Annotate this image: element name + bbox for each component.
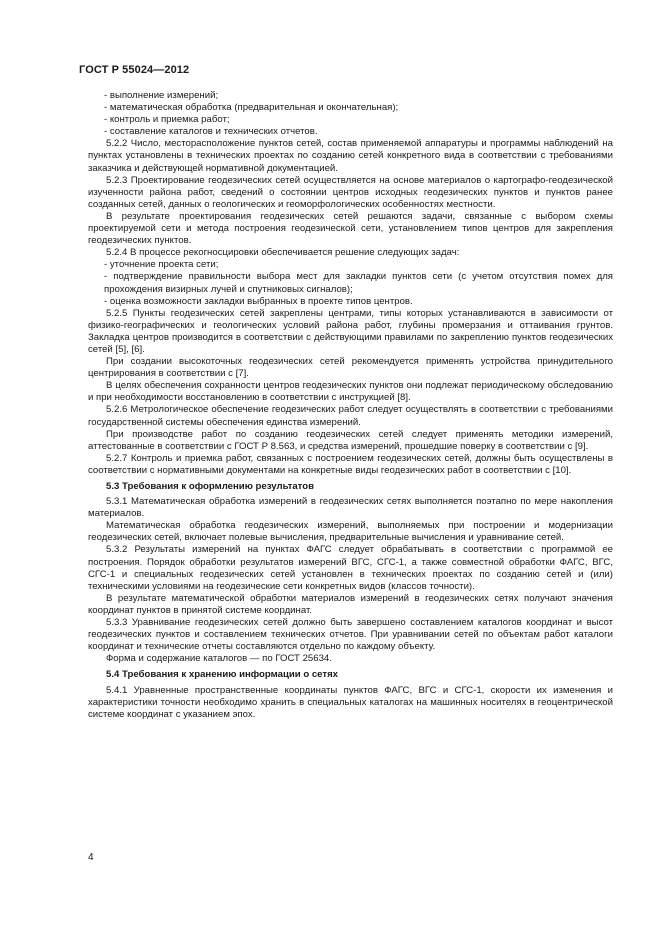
paragraph: 5.2.5 Пункты геодезических сетей закреплены центрами, типы которых устанавливаются в зависимости от физико-географических и геологических условий района работ, глубины промерзания и оттаивания грунтов. Закладка центров производится в соответствии с действующими правилами по закреплению пунктов геодезических сетей [5], [6]. [88,307,613,355]
list-item: - выполнение измерений; [104,90,219,101]
paragraph: 5.2.2 Число, месторасположение пунктов сетей, состав применяемой аппаратуры и программы наблюдений на пунктах установлены в технических проектах по созданию сетей конкретного вида в соответствии с требованиями заказчика и действующей нормативной документацией. [88,138,613,174]
paragraph: 5.4.1 Уравненные пространственные координаты пунктов ФАГС, ВГС и СГС-1, скорости их изменения и характеристики точности необходимо хранить в специальных каталогах на машинных носителях в геоцентрической системе координат с указанием эпох. [88,684,613,720]
paragraph: 5.3.1 Математическая обработка измерений в геодезических сетях выполняется поэтапно по мере накопления материалов. [88,496,613,520]
paragraph: В результате математической обработки материалов измерений в геодезических сетях получают значения координат пунктов в принятой системе координат. [88,592,613,616]
paragraph: 5.2.7 Контроль и приемка работ, связанных с построением геодезических сетей, должны быть осуществлены в соответствии с нормативными документами на конкретные виды геодезических работ в соответствии с [10]. [88,452,613,476]
list-item: - составление каталогов и технических отчетов. [104,126,318,138]
list-item: - контроль и приемка работ; [104,114,230,126]
list-item: - подтверждение правильности выбора мест для закладки пунктов сети (с учетом отсутствия помех для прохождения визирных лучей и спутниковых сигналов); [104,271,613,295]
paragraph: В результате проектирования геодезических сетей решаются задачи, связанные с выбором схемы проектируемой сети и метода построения геодезической сети, установлением типов центров для закрепления геодезических пунктов. [88,210,613,247]
section-heading: 5.4 Требования к хранению информации о сетях [106,669,339,681]
document-body [88,90,613,721]
paragraph: При создании высокоточных геодезических сетей рекомендуется применять устройства принудительного центрирования в соответствии с [7]. [88,356,613,380]
paragraph: В целях обеспечения сохранности центров геодезических пунктов они подлежат периодическому обследованию и при необходимости восстановлению в соответствии с инструкцией [8]. [88,380,613,404]
paragraph: При производстве работ по созданию геодезических сетей следует применять методики измерений, аттестованные в соответствии с ГОСТ Р 8.563, и средства измерений, прошедшие поверку в соответствии с [9]. [88,428,613,452]
paragraph: 5.2.4 В процессе рекогносцировки обеспечивается решение следующих задач: [106,247,460,259]
list-item: - математическая обработка (предварительная и окончательная); [104,102,399,114]
paragraph: 5.3.2 Результаты измерений на пунктах ФАГС следует обрабатывать в соответствии с программой ее построения. Порядок обработки результатов измерений ВГС, СГС-1, а также совместной обработки ФАГС, ВГС, СГС-1 и специальных геодезических сетей установлен в технических проектах по созданию сетей и (или) техническими условиями на геодезические сети конкретных видов (классов точности). [88,544,613,592]
list-item: - оценка возможности закладки выбранных в проекте типов центров. [104,295,413,307]
paragraph: 5.2.6 Метрологическое обеспечение геодезических работ следует осуществлять в соответствии с требованиями государственной системы обеспечения единства измерений. [88,404,613,428]
paragraph: 5.3.3 Уравнивание геодезических сетей должно быть завершено составлением каталогов координат и высот геодезических пунктов и составлением технических отчетов. При уравнивании сетей по объектам работ каталоги координат и технические отчеты составляются отдельно по каждому объекту. [88,617,613,653]
paragraph: Форма и содержание каталогов — по ГОСТ 25634. [106,653,332,665]
paragraph: Математическая обработка геодезических измерений, выполняемых при построении и модернизации геодезических сетей, включает полевые вычисления, предварительные вычисления и уравнивание сетей. [88,520,613,544]
list-item: - уточнение проекта сети; [104,259,219,271]
section-heading: 5.3 Требования к оформлению результатов [106,481,315,492]
page-number: 4 [88,852,94,863]
document-header: ГОСТ Р 55024—2012 [79,64,190,76]
paragraph: 5.2.3 Проектирование геодезических сетей осуществляется на основе материалов о картографо-геодезической изученности района работ, сведений о состоянии центров исходных геодезических пунктов и пунктов ранее созданных сетей, данных о геологических и геоморфологических особенностях местности. [88,174,613,210]
